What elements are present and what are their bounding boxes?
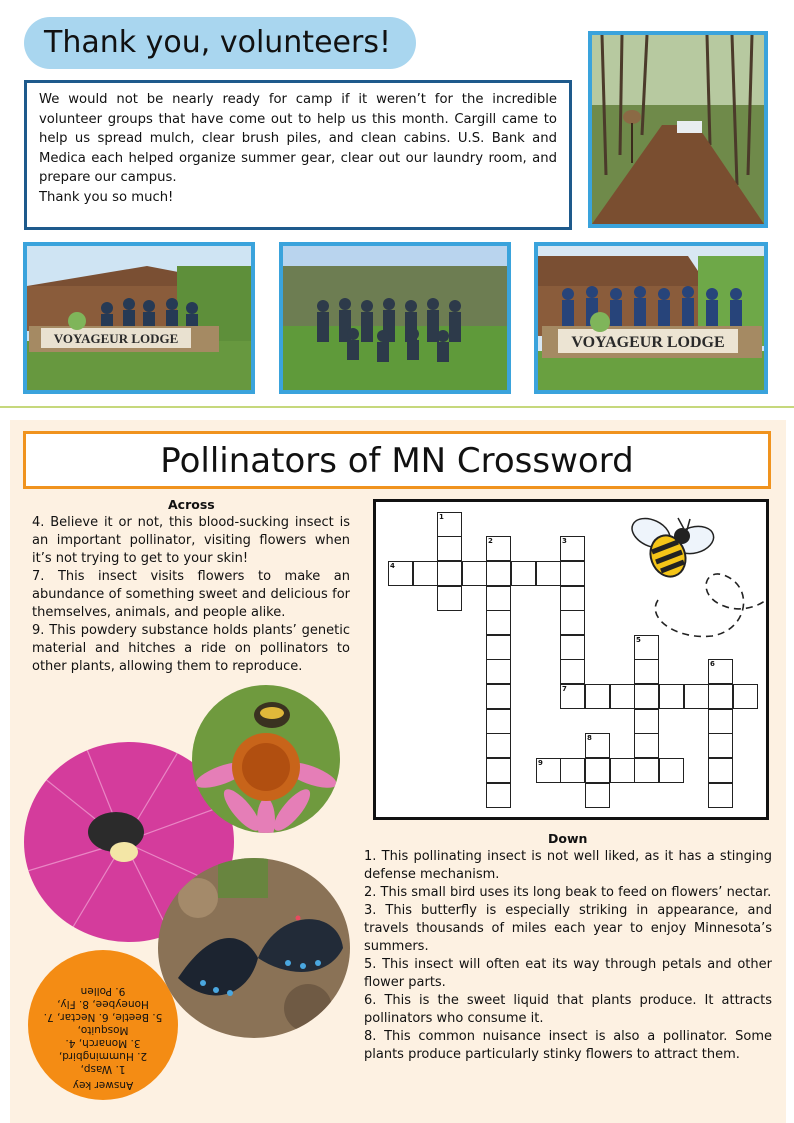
crossword-cell[interactable] [560, 635, 585, 660]
crossword-cell[interactable] [486, 610, 511, 635]
answer-key-text [43, 984, 163, 1091]
answer-key-badge [28, 950, 178, 1100]
crossword-cell[interactable] [610, 684, 635, 709]
crossword-cell[interactable] [511, 561, 536, 586]
crossword-cell[interactable] [708, 709, 733, 734]
down-clue: 1. This pollinating insect is not well liked, as it has a stinging defense mechanism. [364, 849, 772, 882]
crossword-cell[interactable] [413, 561, 438, 586]
volunteers-paragraph: We would not be nearly ready for camp if it weren’t for the incredible volunteer groups that have come out to help us this month. Cargill came to help us spread mulch, clear brush piles, and clean cabins. U.S. Bank and Medica each helped organize summer gear, clear out our laundry room, and prepare our campus. [39, 92, 557, 185]
answer-key-line: 2. Hummingbird, [58, 1050, 148, 1062]
down-clue: 3. This butterfly is especially striking in appearance, and travels thousands of miles each year to enjoy Minnesota’s summers. [364, 903, 772, 954]
down-heading: Down [548, 831, 588, 846]
group-photo-1 [23, 242, 255, 394]
crossword-cell[interactable] [634, 684, 659, 709]
volunteers-title: Thank you, volunteers! [24, 17, 416, 69]
lodge-sign-text: VOYAGEUR LODGE [571, 334, 725, 351]
crossword-cell[interactable] [486, 659, 511, 684]
coneflower-bee-photo [192, 685, 340, 833]
down-clue: 5. This insect will often eat its way through petals and other flower parts. [364, 957, 772, 990]
crossword-grid [373, 499, 769, 820]
clue-number: 5 [636, 636, 641, 644]
across-clue: 4. Believe it or not, this blood-sucking insect is an important pollinator, visiting flowers when it’s not trying to get to your skin! [32, 515, 350, 566]
crossword-cell[interactable] [560, 758, 585, 783]
across-clues [32, 514, 350, 676]
crossword-cell[interactable] [437, 536, 462, 561]
down-clues [364, 848, 772, 1064]
crossword-cell[interactable] [585, 684, 610, 709]
clue-number: 8 [587, 734, 592, 742]
across-clue: 7. This insect visits flowers to make an abundance of something sweet and delicious for themselves, animals, and people alike. [32, 569, 350, 620]
trail-photo [588, 31, 768, 228]
crossword-cell[interactable] [486, 758, 511, 783]
crossword-cell[interactable] [560, 586, 585, 611]
crossword-cell[interactable] [708, 733, 733, 758]
crossword-cell[interactable] [437, 561, 462, 586]
crossword-cell[interactable] [486, 733, 511, 758]
group-photo-2 [279, 242, 511, 394]
crossword-cell[interactable] [486, 684, 511, 709]
volunteers-thanks-line: Thank you so much! [39, 189, 174, 205]
answer-key-line: 1. Wasp, [80, 1063, 126, 1075]
bee-icon [626, 508, 766, 648]
crossword-cell[interactable] [486, 783, 511, 808]
clue-number: 1 [439, 513, 444, 521]
crossword-cell[interactable] [634, 758, 659, 783]
crossword-cell[interactable] [486, 709, 511, 734]
across-heading: Across [168, 497, 215, 512]
group-photo-3 [534, 242, 768, 394]
answer-key-heading: Answer key [72, 1079, 134, 1091]
crossword-cell[interactable] [733, 684, 758, 709]
crossword-cell[interactable] [486, 635, 511, 660]
crossword-cell[interactable] [708, 783, 733, 808]
clue-number: 4 [390, 562, 395, 570]
crossword-cell[interactable] [462, 561, 487, 586]
section-divider [0, 406, 794, 408]
crossword-cell[interactable] [486, 586, 511, 611]
crossword-cell[interactable] [536, 561, 561, 586]
crossword-cell[interactable] [634, 659, 659, 684]
crossword-cell[interactable] [585, 758, 610, 783]
volunteers-message [24, 80, 572, 230]
crossword-cell[interactable] [708, 758, 733, 783]
answer-key-line: Honeybee, 8. Fly, [57, 998, 149, 1010]
crossword-cell[interactable] [437, 586, 462, 611]
across-clue: 9. This powdery substance holds plants’ genetic material and hitches a ride on pollinators to other plants, allowing them to reproduce. [32, 623, 350, 674]
clue-number: 6 [710, 660, 715, 668]
crossword-cell[interactable] [708, 684, 733, 709]
crossword-cell[interactable] [560, 561, 585, 586]
crossword-cell[interactable] [634, 733, 659, 758]
crossword-cell[interactable] [585, 783, 610, 808]
answer-key-line: 3. Monarch, 4. Mosquito, [65, 1024, 141, 1049]
crossword-cell[interactable] [659, 758, 684, 783]
crossword-cell[interactable] [684, 684, 709, 709]
down-clue: 6. This is the sweet liquid that plants produce. It attracts pollinators who consume it. [364, 993, 772, 1026]
crossword-cell[interactable] [560, 659, 585, 684]
clue-number: 3 [562, 537, 567, 545]
butterfly-photo [158, 858, 350, 1038]
crossword-cell[interactable] [634, 709, 659, 734]
clue-number: 7 [562, 685, 567, 693]
crossword-cell[interactable] [610, 758, 635, 783]
down-clue: 8. This common nuisance insect is also a pollinator. Some plants produce particularly stinky flowers to attract them. [364, 1029, 772, 1062]
down-clue: 2. This small bird uses its long beak to feed on flowers’ nectar. [364, 885, 772, 900]
lodge-sign-text: VOYAGEUR LODGE [53, 331, 179, 346]
answer-key-line: 9. Pollen [80, 985, 126, 997]
clue-number: 9 [538, 759, 543, 767]
answer-key-line: 5. Beetle, 6. Nectar, 7. [43, 1011, 163, 1023]
crossword-cell[interactable] [486, 561, 511, 586]
crossword-title: Pollinators of MN Crossword [23, 431, 771, 489]
crossword-cell[interactable] [560, 610, 585, 635]
crossword-cell[interactable] [659, 684, 684, 709]
clue-number: 2 [488, 537, 493, 545]
